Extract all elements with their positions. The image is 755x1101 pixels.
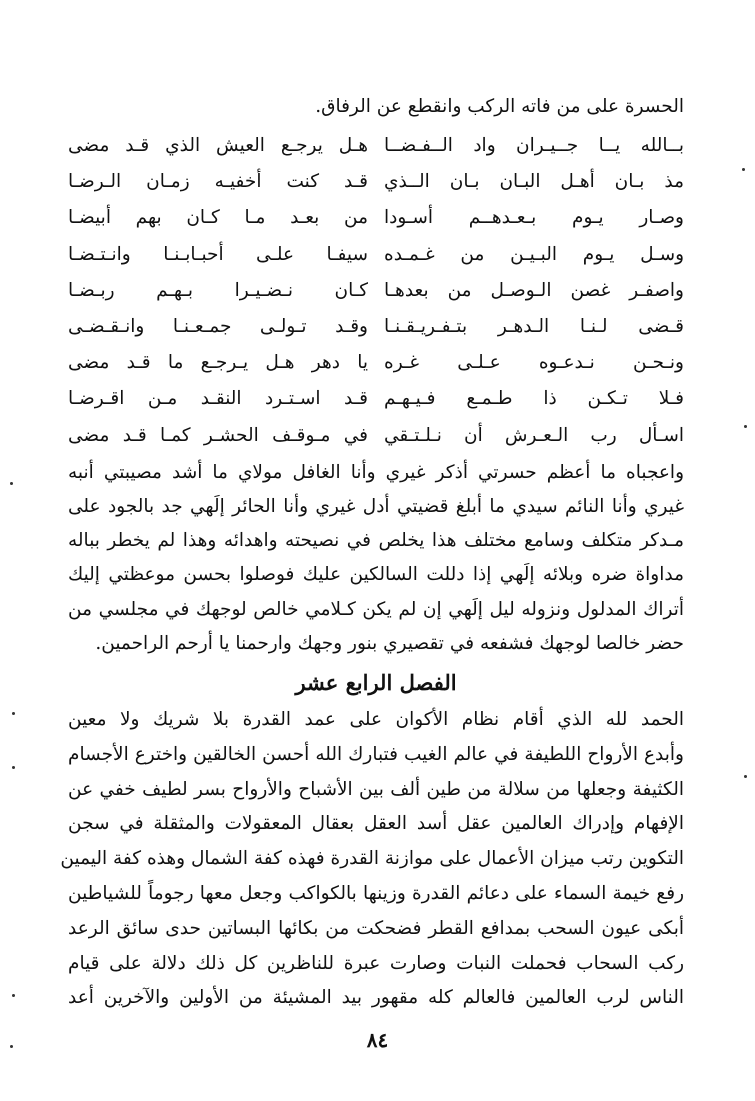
section-line: وأبدع الأرواح اللطيفة في عالم الغيب فتبارك الله أحسن الخالقين واخترع الأجسام: [68, 743, 684, 765]
poem-verse: [68, 381, 684, 417]
opening-line: الحسرة على من فاته الركب وانقطع عن الرفاق.: [315, 96, 684, 117]
verse-second-hemistich: وقـد تـولـى جمـعـنـا وانـقـضـى: [68, 316, 368, 338]
poem-verse: [68, 273, 684, 309]
verse-first-hemistich: وسـل يـوم البـيـن من غـمـده: [384, 243, 684, 265]
section-line: الكثيفة وجعلها من سلالة من طين ألف بين الأشباح والأرواح بسر لطيف خفي عن: [68, 778, 685, 800]
verse-first-hemistich: وصـار يـوم بـعـدهــم أسـودا: [384, 207, 684, 229]
book-page: [60, 92, 685, 1016]
poem-verse: [68, 128, 684, 164]
scan-speck: [744, 775, 747, 778]
section-line: الإفهام وإدراك العالمين عقل أسد العقل بعقال المعقولات والمثقلة في سجن: [68, 813, 684, 835]
verse-second-hemistich: هـل يرجـع العيش الذي قـد مضى: [68, 135, 368, 156]
scan-speck: [12, 766, 15, 769]
section-line: التكوين رتب ميزان الأعمال على موازنة القدرة فهذه كفة الشمال وهذه كفة اليمين: [60, 848, 684, 870]
verse-first-hemistich: بــالله يــا جــيـران واد الــفـضــا: [384, 135, 684, 156]
page-number: ٨٤: [366, 1028, 389, 1052]
poem-verse: [68, 309, 684, 345]
verse-first-hemistich: واصفـر غصن الـوصـل من بعدهـا: [384, 279, 684, 301]
prose-line: غيري وأنا النائم سيدي ما أبلغ قضيتي أدل غيري وأنا الحائر إلَهي جد بالجود على: [68, 496, 684, 518]
scan-speck: [12, 994, 15, 997]
verse-first-hemistich: مذ بـان أهـل البـان بـان الــذي: [384, 171, 684, 193]
verse-second-hemistich: يا دهر هـل يـرجـع ما قـد مضى: [68, 352, 368, 374]
poem-verse: [68, 418, 684, 454]
verse-first-hemistich: ونـحـن نـدعـوه عـلـى غـره: [384, 352, 684, 374]
scan-speck: [744, 425, 747, 428]
prose-line: أتراك المدلول ونزوله ليل إلَهي إن لم يكن كـلامي خالص لوجهك في مجلسي من: [68, 598, 684, 620]
poem-verse: [68, 345, 684, 381]
section-line: الحمد لله الذي أقام نظام الأكوان على عمد القدرة بلا شريك ولا معين: [68, 709, 684, 731]
verse-second-hemistich: من بعـد مـا كـان بهم أبيضـا: [68, 207, 368, 229]
prose-line: حضر خالصا لوجهك فشفعه في تقصيري بنور وجهك وارحمنا يا أرحم الراحمين.: [95, 632, 684, 654]
verse-second-hemistich: سيفـا علـى أحبـابـنـا وانـتـضـا: [68, 243, 368, 265]
scan-speck: [12, 712, 15, 715]
scan-speck: [10, 482, 13, 485]
section-line: الناس لرب العالمين فالعالم كله مقهور بيد المشيئة من الأولين والآخرين أعد: [68, 987, 684, 1009]
poem-verse: [68, 200, 684, 236]
prose-paragraph: [68, 456, 684, 661]
verse-second-hemistich: قـد كنت أخفيـه زمـان الـرضـا: [68, 171, 368, 193]
prose-line: مداواة ضره وبلائه إلَهي إذا دللت السالكين عليك فوصلوا بحسن موعظتي إليك: [68, 564, 684, 586]
scan-speck: [742, 168, 745, 171]
verse-second-hemistich: في مـوقـف الحشـر كمـا قـد مضى: [68, 424, 368, 446]
poem-verse: [68, 237, 684, 273]
verse-first-hemistich: اسـأل رب الـعـرش أن نـلـتـقي: [384, 424, 684, 446]
prose-line: مـدكر متكلف وسامع مختلف هذا يخلص في نصيحته واهدائه وهذا لم يخطر بباله: [68, 530, 684, 552]
verse-first-hemistich: قـضى لـنـا الـدهـر بتـفـريـقـنـا: [384, 316, 684, 338]
section-heading: الفصل الرابع عشر: [295, 670, 457, 696]
section-paragraph: [60, 703, 685, 1016]
poem: [68, 128, 684, 454]
verse-second-hemistich: كـان نـضـيـرا بـهـم ربـضـا: [68, 279, 368, 301]
verse-second-hemistich: قـد اسـتـرد النقـد مـن اقـرضـا: [68, 388, 368, 410]
section-line: أبكى عيون السحب بمدافع القطر فضحكت من بكائها البساتين حدى سائق الرعد: [68, 917, 684, 939]
scan-speck: [10, 1045, 13, 1048]
prose-line: واعجباه ما أعظم حسرتي أذكر غيري وأنا الغافل مولاي ما أشد مصيبتي أنبه: [68, 461, 684, 483]
poem-verse: [68, 164, 684, 200]
section-line: رفع خيمة السماء على دعائم القدرة وزينها بالكواكب وجعل معها رجوماً للشياطين: [68, 883, 684, 905]
section-line: ركب السحاب فحملت النبات وصارت عبرة للناظرين كل ذلك دلالة على قيام: [68, 952, 684, 974]
verse-first-hemistich: فـلا تـكـن ذا طـمـع فـيـهـم: [384, 388, 684, 410]
